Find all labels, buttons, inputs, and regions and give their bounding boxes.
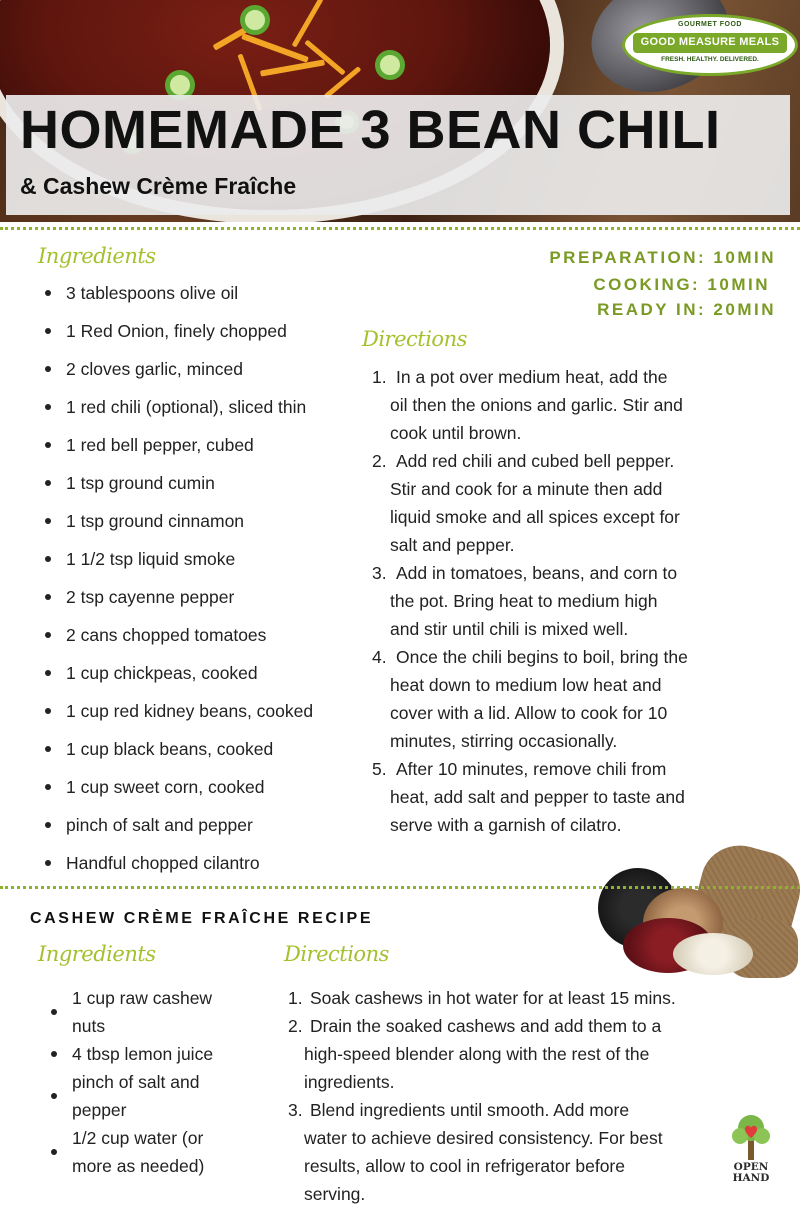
cashew-ingredient-item <box>44 1124 264 1180</box>
step-text-line: Blend ingredients until smooth. Add more <box>310 1100 630 1120</box>
ingredients-list <box>38 274 313 882</box>
open-hand-line1: OPEN <box>733 1161 769 1173</box>
step-text-line: results, allow to cool in refrigerator before <box>304 1156 625 1176</box>
step-text-line: Soak cashews in hot water for at least 15 mins. <box>310 988 676 1008</box>
ingredient-item: 1 Red Onion, finely chopped <box>38 312 313 350</box>
direction-step <box>372 363 762 447</box>
ingredient-item: 1 cup sweet corn, cooked <box>38 768 313 806</box>
direction-step <box>288 984 728 1012</box>
step-number: 2. <box>288 1016 303 1036</box>
step-number: 1. <box>372 367 387 387</box>
step-text-line: cook until brown. <box>390 423 522 443</box>
ingredient-item: 2 cans chopped tomatoes <box>38 616 313 654</box>
ingredient-item: 2 tsp cayenne pepper <box>38 578 313 616</box>
step-text-line: minutes, stirring occasionally. <box>390 731 618 751</box>
ingredient-item: 1 1/2 tsp liquid smoke <box>38 540 313 578</box>
ingredient-item: 1 red chili (optional), sliced thin <box>38 388 313 426</box>
ingredient-item: 1 red bell pepper, cubed <box>38 426 313 464</box>
tree-heart-icon <box>726 1112 776 1162</box>
ingredient-text-line: more as needed) <box>72 1156 205 1176</box>
dotted-divider-middle <box>0 886 800 889</box>
page-subtitle: & Cashew Crème Fraîche <box>20 173 297 199</box>
step-number: 4. <box>372 647 387 667</box>
directions-list <box>372 363 762 839</box>
ingredient-text-line: pinch of salt and <box>72 1072 200 1092</box>
ingredients-heading: Ingredients <box>38 244 156 268</box>
step-number: 2. <box>372 451 387 471</box>
ingredient-item: pinch of salt and pepper <box>38 806 313 844</box>
ingredient-text-line: nuts <box>72 1016 106 1036</box>
step-text-line: the pot. Bring heat to medium high <box>390 591 658 611</box>
cashew-directions-list <box>288 984 728 1208</box>
step-text-line: Drain the soaked cashews and add them to a <box>310 1016 662 1036</box>
title-banner <box>6 95 790 215</box>
step-text-line: and stir until chili is mixed well. <box>390 619 629 639</box>
step-text-line: In a pot over medium heat, add the <box>396 367 668 387</box>
logo-tagline: FRESH. HEALTHY. DELIVERED. <box>661 56 759 63</box>
open-hand-line2: HAND <box>732 1172 770 1184</box>
cashew-directions-heading: Directions <box>284 942 389 966</box>
step-number: 1. <box>288 988 303 1008</box>
step-text-line: heat down to medium low heat and <box>390 675 662 695</box>
direction-step <box>288 1096 728 1208</box>
cook-time: COOKING: 10MIN <box>593 275 770 294</box>
ingredient-item: 1 cup chickpeas, cooked <box>38 654 313 692</box>
step-text-line: Add red chili and cubed bell pepper. <box>396 451 675 471</box>
directions-heading: Directions <box>362 327 467 351</box>
ingredient-item: 1 tsp ground cinnamon <box>38 502 313 540</box>
logo-brand-name: GOOD MEASURE MEALS <box>640 36 780 48</box>
ingredient-text-line: 1/2 cup water (or <box>72 1128 204 1148</box>
direction-step <box>288 1012 728 1096</box>
step-text-line: oil then the onions and garlic. Stir and <box>390 395 683 415</box>
step-text-line: salt and pepper. <box>390 535 515 555</box>
beans-in-sacks-image <box>588 838 800 978</box>
prep-time: PREPARATION: 10MIN <box>549 248 776 267</box>
cashew-ingredient-item <box>44 1068 264 1124</box>
step-text-line: liquid smoke and all spices except for <box>390 507 680 527</box>
cashew-ingredient-item <box>44 984 264 1040</box>
step-text-line: Add in tomatoes, beans, and corn to <box>396 563 678 583</box>
step-text-line: Stir and cook for a minute then add <box>390 479 663 499</box>
direction-step <box>372 643 762 755</box>
direction-step <box>372 755 762 839</box>
ingredient-text-line: 1 cup raw cashew <box>72 988 213 1008</box>
ingredient-text-line: 4 tbsp lemon juice <box>72 1044 214 1064</box>
ingredient-item: 2 cloves garlic, minced <box>38 350 313 388</box>
ingredient-text-line: pepper <box>72 1100 127 1120</box>
step-text-line: serve with a garnish of cilatro. <box>390 815 622 835</box>
dotted-divider-top <box>0 227 800 230</box>
step-text-line: serving. <box>304 1184 366 1204</box>
cashew-ingredient-item <box>44 1040 264 1068</box>
cashew-ingredients-heading: Ingredients <box>38 942 156 966</box>
open-hand-logo <box>726 1112 776 1192</box>
ingredient-item: 1 tsp ground cumin <box>38 464 313 502</box>
step-text-line: After 10 minutes, remove chili from <box>396 759 667 779</box>
cashew-section-title: CASHEW CRÈME FRAÎCHE RECIPE <box>30 910 374 927</box>
step-text-line: high-speed blender along with the rest of the <box>304 1044 650 1064</box>
ingredient-item: 3 tablespoons olive oil <box>38 274 313 312</box>
page-title: HOMEMADE 3 BEAN CHILI <box>20 100 721 160</box>
ingredient-item: 1 cup black beans, cooked <box>38 730 313 768</box>
step-number: 3. <box>288 1100 303 1120</box>
step-text-line: cover with a lid. Allow to cook for 10 <box>390 703 668 723</box>
direction-step <box>372 447 762 559</box>
direction-step <box>372 559 762 643</box>
step-number: 5. <box>372 759 387 779</box>
logo-top-text: GOURMET FOOD <box>678 21 742 28</box>
ready-time: READY IN: 20MIN <box>597 300 776 319</box>
step-text-line: water to achieve desired consistency. For best <box>304 1128 663 1148</box>
cashew-ingredients-list <box>44 984 264 1180</box>
step-text-line: ingredients. <box>304 1072 395 1092</box>
step-number: 3. <box>372 563 387 583</box>
good-measure-meals-logo <box>622 14 798 76</box>
ingredient-item: Handful chopped cilantro <box>38 844 313 882</box>
step-text-line: Once the chili begins to boil, bring the <box>396 647 688 667</box>
step-text-line: heat, add salt and pepper to taste and <box>390 787 685 807</box>
ingredient-item: 1 cup red kidney beans, cooked <box>38 692 313 730</box>
